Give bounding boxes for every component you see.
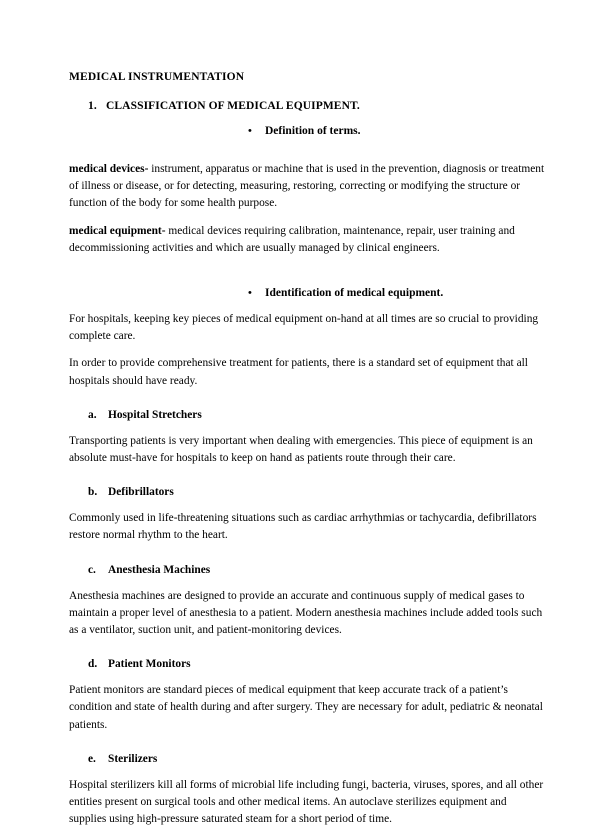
bullet-dot-icon: • <box>248 287 252 300</box>
equipment-letter-marker: d. <box>88 658 98 671</box>
intro-paragraph: In order to provide comprehensive treatment for patients, there is a standard set of equipment that all hospitals should have ready. <box>69 357 528 387</box>
equipment-heading <box>69 484 545 500</box>
section-heading-label: CLASSIFICATION OF MEDICAL EQUIPMENT. <box>106 100 360 112</box>
equipment-section <box>69 751 545 828</box>
section-heading-classification <box>69 98 545 114</box>
bullet-heading-definition-of-terms <box>69 123 545 139</box>
equipment-body: Commonly used in life-threatening situations such as cardiac arrhythmias or tachycardia, defibrillators restore normal rhythm to the heart. <box>69 512 537 542</box>
equipment-body: Transporting patients is very important when dealing with emergencies. This piece of equipment is an absolute must-have for hospitals to keep on hand as patients route through their care. <box>69 434 533 465</box>
equipment-letter-marker: c. <box>88 563 96 576</box>
equipment-heading-label: Anesthesia Machines <box>108 563 211 576</box>
equipment-section <box>69 562 545 640</box>
equipment-heading <box>69 407 545 423</box>
equipment-body: Patient monitors are standard pieces of medical equipment that keep accurate track of a patient’s condition and state of health during and after surgery. They are necessary for adult, pediatric & neonatal patients. <box>69 684 543 731</box>
bullet-heading-identification <box>69 285 545 301</box>
bullet-dot-icon: • <box>248 125 252 137</box>
equipment-section <box>69 407 545 467</box>
equipment-section <box>69 656 545 734</box>
intro-paragraph: For hospitals, keeping key pieces of medical equipment on-hand at all times are so crucial to providing complete care. <box>69 313 539 343</box>
equipment-letter-marker: a. <box>88 408 97 421</box>
definition-term: medical devices- <box>69 163 149 175</box>
section-number-marker: 1. <box>88 100 97 112</box>
equipment-letter-marker: b. <box>88 486 98 499</box>
equipment-section <box>69 484 545 544</box>
bullet-heading-label: Identification of medical equipment. <box>265 287 444 300</box>
equipment-heading-label: Defibrillators <box>108 486 174 499</box>
equipment-heading <box>69 656 545 672</box>
equipment-body: Hospital sterilizers kill all forms of microbial life including fungi, bacteria, viruses, spores, and all other entities present on surgical tools and other medical items. An autoclave sterilizes equipment and supplies using high-pressure saturated steam for a short period of time. <box>69 778 544 826</box>
equipment-heading-label: Sterilizers <box>108 752 158 765</box>
definition-text: medical devices requiring calibration, maintenance, repair, user training and decommissioning activities and which are usually managed by clinical engineers. <box>69 224 515 254</box>
equipment-heading <box>69 562 545 578</box>
definition-medical-devices <box>69 161 545 213</box>
definition-medical-equipment <box>69 223 545 257</box>
definition-text: instrument, apparatus or machine that is used in the prevention, diagnosis or treatment of illness or disease, or for detecting, measuring, restoring, correcting or modifying the structure or function of the body for some health purpose. <box>69 163 545 210</box>
page-title: MEDICAL INSTRUMENTATION <box>69 71 245 83</box>
definition-term: medical equipment- <box>69 224 166 237</box>
bullet-heading-label: Definition of terms. <box>265 125 361 137</box>
equipment-heading-label: Patient Monitors <box>108 658 191 671</box>
equipment-heading-label: Hospital Stretchers <box>108 408 202 421</box>
equipment-letter-marker: e. <box>88 752 96 765</box>
equipment-body: Anesthesia machines are designed to provide an accurate and continuous supply of medical gases to maintain a proper level of anesthesia to a patient. Modern anesthesia machines include added tools such as a ventilator, suction unit, and patient-monitoring devices. <box>69 589 543 637</box>
equipment-heading <box>69 751 545 767</box>
